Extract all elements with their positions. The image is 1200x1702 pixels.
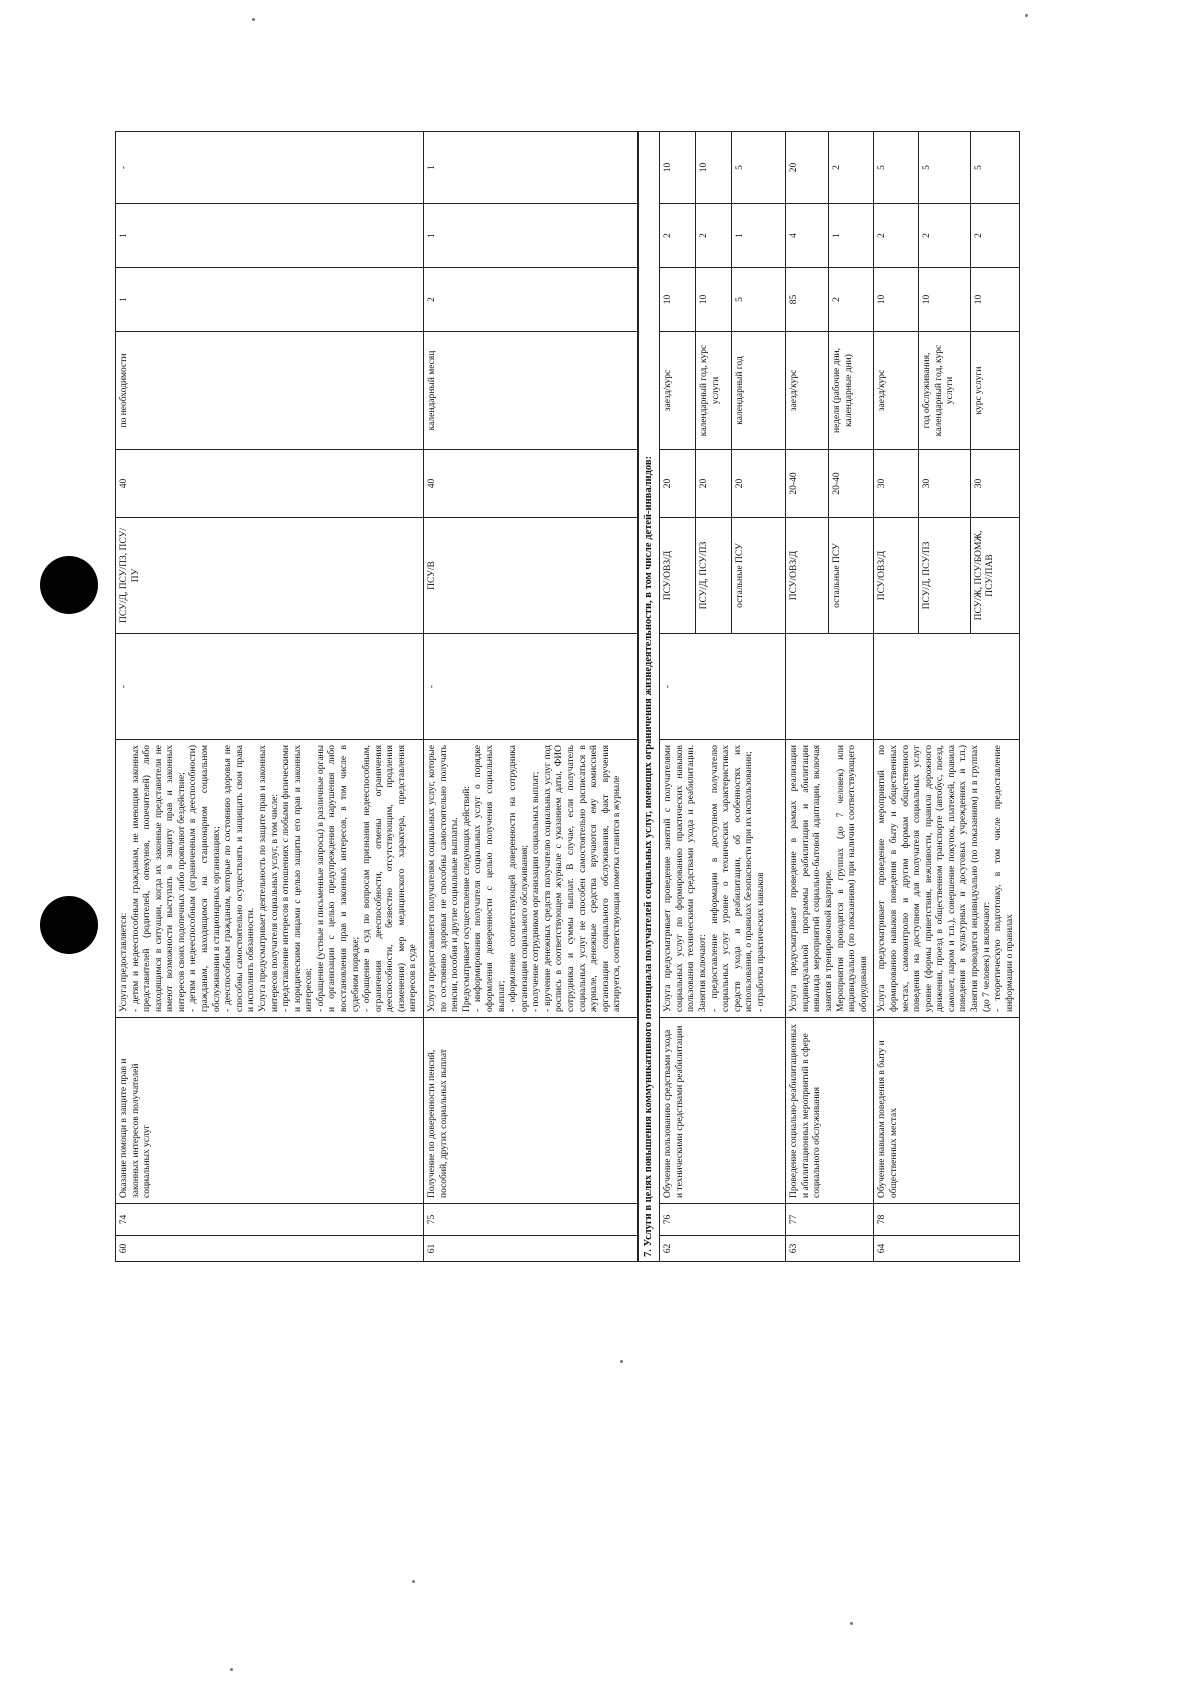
value-3: 5	[732, 132, 786, 204]
services-table	[115, 131, 1020, 1262]
period: календарный год, курс услуги	[696, 332, 732, 450]
recipient-category: ПСУ/ОВЗ/Д	[660, 518, 696, 634]
value-1: 2	[424, 268, 638, 332]
punch-hole-bottom	[40, 896, 98, 954]
cell-col4: -	[424, 634, 638, 740]
service-description: Услуга предусматривает проведение в рамках реализации индивидуальной программы реабилитации и абилитации инвалида мероприятий социально-бытовой адаптации, включая занятия в тренировочной квартире. Мероприятия проводятся в группах (до 7 человек) или индивидуально (по показаниям) при наличии соответствующего оборудования	[786, 740, 874, 1018]
value-2: 4	[786, 204, 829, 268]
time-norm: 30	[918, 450, 970, 518]
period: по необходимости	[116, 332, 424, 450]
time-norm: 40	[424, 450, 638, 518]
service-code: 74	[116, 1204, 424, 1236]
cell-col4	[786, 634, 874, 740]
value-1: 10	[660, 268, 696, 332]
recipient-category: ПСУ/ОВЗ/Д	[786, 518, 829, 634]
rotated-page	[115, 0, 1200, 1262]
time-norm: 20-40	[829, 450, 874, 518]
period: календарный месяц	[424, 332, 638, 450]
value-2: 1	[424, 204, 638, 268]
value-2: 2	[918, 204, 970, 268]
period: заезд/курс	[874, 332, 919, 450]
value-3: 20	[786, 132, 829, 204]
section-header-row	[638, 132, 660, 1262]
value-3: 10	[696, 132, 732, 204]
period: неделя (рабочие дни, календарные дни)	[829, 332, 874, 450]
service-description: Услуга предоставляется получателям социальных услуг, которые по состоянию здоровья не способны самостоятельно получать пенсии, пособия и другие социальные выплаты. Предусматривает осуществление следующих действий: - информирования получателя социальных услуг о порядке оформления доверенности с целью получения социальных выплат; - оформление соответствующей доверенности на сотрудника организации социального обслуживания; - получение сотрудником организации социальных выплат; - вручение денежных средств получателю социальных услуг под роспись в соответствующем журнале с указанием даты, ФИО сотрудника и суммы выплат. В случае, если получатель социальных услуг не способен самостоятельно расписаться в журнале, денежные средства вручаются ему комиссией организации социального обслуживания, факт вручения актируется, соответствующая пометка ставится в журнале	[424, 740, 638, 1018]
row-number: 60	[116, 1236, 424, 1262]
value-2: 1	[116, 204, 424, 268]
value-1: 5	[732, 268, 786, 332]
recipient-category: ПСУ/ОВЗ/Д	[874, 518, 919, 634]
time-norm: 20	[660, 450, 696, 518]
period: заезд/курс	[786, 332, 829, 450]
value-1: 10	[696, 268, 732, 332]
service-name: Получение по доверенности пенсий, пособий, других социальных выплат	[424, 1018, 638, 1204]
recipient-category: остальные ПСУ	[732, 518, 786, 634]
table-row	[424, 132, 638, 1262]
service-name: Обучение пользованию средствами ухода и техническими средствами реабилитации	[660, 1018, 786, 1204]
service-code: 78	[874, 1204, 1020, 1236]
value-1: 10	[874, 268, 919, 332]
value-2: 2	[696, 204, 732, 268]
table-edge-line	[115, 131, 675, 132]
row-number: 63	[786, 1236, 874, 1262]
cell-col4	[874, 634, 1020, 740]
row-number: 61	[424, 1236, 638, 1262]
recipient-category: остальные ПСУ	[829, 518, 874, 634]
value-2: 2	[970, 204, 1020, 268]
service-name: Проведение социально-реабилитационных и абилитационных мероприятий в сфере социального обслуживания	[786, 1018, 874, 1204]
value-2: 2	[660, 204, 696, 268]
value-1: 1	[116, 268, 424, 332]
value-1: 2	[829, 268, 874, 332]
service-code: 75	[424, 1204, 638, 1236]
recipient-category: ПСУ/Д, ПСУ/ПЗ	[696, 518, 732, 634]
recipient-category: ПСУ/В	[424, 518, 638, 634]
time-norm: 20	[732, 450, 786, 518]
value-3: 10	[660, 132, 696, 204]
period: заезд/курс	[660, 332, 696, 450]
value-3: 5	[918, 132, 970, 204]
value-3: 2	[829, 132, 874, 204]
value-3: 5	[874, 132, 919, 204]
row-number: 62	[660, 1236, 786, 1262]
table-row	[660, 132, 696, 1262]
service-name: Оказание помощи в защите прав и законных интересов получателей социальных услуг	[116, 1018, 424, 1204]
recipient-category: ПСУ/Ж, ПСУ/БОМЖ, ПСУ/ПАВ	[970, 518, 1020, 634]
service-description: Услуга предусматривает проведение мероприятий по формированию навыков поведения в быту и общественных местах, самоконтролю и другим формам общественного поведения на доступном для получателя социальных услуг уровне (формы приветствия, вежливости, правила дорожного движения, проезд в общественном транспорте (автобус, поезд, самолет, паром и т.п.), совершение покупок, платежей, правила поведения в культурных и досуговых учреждениях и т.п.) Занятия проводятся индивидуально (по показаниям) и в группах (до 7 человек) и включают: - теоретическую подготовку, в том числе предоставление информации о правилах	[874, 740, 1020, 1018]
service-code: 76	[660, 1204, 786, 1236]
row-number: 64	[874, 1236, 1020, 1262]
service-name: Обучение навыкам поведения в быту и общественных местах	[874, 1018, 1020, 1204]
service-description: Услуга предоставляется: - детям и недееспособным гражданам, не имеющим законных представителей (родителей, опекунов, попечителей) либо находящимся в ситуации, когда их законные представители не имеют возможности выступать в защиту прав и законных интересов своих подопечных либо проявляют бездействие; - детям и недееспособным (ограниченным в дееспособности) гражданам, находящимся на стационарном социальном обслуживании в стационарных организациях; - дееспособным гражданам, которые по состоянию здоровья не способны самостоятельно осуществлять и защищать свои права и исполнять обязанности. Услуга предусматривает деятельность по защите прав и законных интересов получателя социальных услуг, в том числе: - представление интересов в отношениях с любыми физическими и юридическими лицами с целью защиты его прав и законных интересов; - обращение (устные и письменные запросы) в различные органы и организации с целью предупреждения нарушения либо восстановления прав и законных интересов, в том числе в судебном порядке; - обращение в суд по вопросам признания недееспособным, ограничения дееспособности, отмены ограничения дееспособности, безвестно отсутствующим, продления (изменения) мер медицинского характера, представления интересов в суде	[116, 740, 424, 1018]
period: курс услуги	[970, 332, 1020, 450]
recipient-category: ПСУ/Д, ПСУ/ПЗ, ПСУ/ПУ	[116, 518, 424, 634]
cell-col4: -	[116, 634, 424, 740]
value-3: 5	[970, 132, 1020, 204]
cell-col4: -	[660, 634, 786, 740]
time-norm: 30	[874, 450, 919, 518]
value-2: 2	[874, 204, 919, 268]
table-row	[786, 132, 829, 1262]
time-norm: 20-40	[786, 450, 829, 518]
scan-speck	[230, 1668, 233, 1671]
table-row	[874, 132, 919, 1262]
recipient-category: ПСУ/Д, ПСУ/ПЗ	[918, 518, 970, 634]
value-3: 1	[424, 132, 638, 204]
table-row	[116, 132, 424, 1262]
scan-speck	[620, 1360, 623, 1363]
value-1: 10	[970, 268, 1020, 332]
period: календарный год	[732, 332, 786, 450]
value-3: -	[116, 132, 424, 204]
value-2: 1	[732, 204, 786, 268]
value-1: 85	[786, 268, 829, 332]
punch-hole-top	[40, 556, 98, 614]
time-norm: 30	[970, 450, 1020, 518]
period: год обслуживания, календарный год, курс услуги	[918, 332, 970, 450]
scan-speck	[850, 1622, 853, 1625]
time-norm: 20	[696, 450, 732, 518]
value-2: 1	[829, 204, 874, 268]
time-norm: 40	[116, 450, 424, 518]
service-description: Услуга предусматривает проведение занятий с получателями социальных услуг по формированию практических навыков пользования техническими средствами ухода и реабилитации. Занятия включают: - предоставление информации в доступном получателю социальных услуг уровне о технических характеристиках средств ухода и реабилитации, об особенностях их использования, о правилах безопасности при их использовании; - отработка практических навыков	[660, 740, 786, 1018]
service-code: 77	[786, 1204, 874, 1236]
value-1: 10	[918, 268, 970, 332]
scan-speck	[412, 1580, 415, 1583]
section-title: 7. Услуги в целях повышения коммуникативного потенциала получателей социальных услуг, имеющих ограничения жизнедеятельности, в том числе детей-инвалидов:	[638, 132, 660, 1262]
